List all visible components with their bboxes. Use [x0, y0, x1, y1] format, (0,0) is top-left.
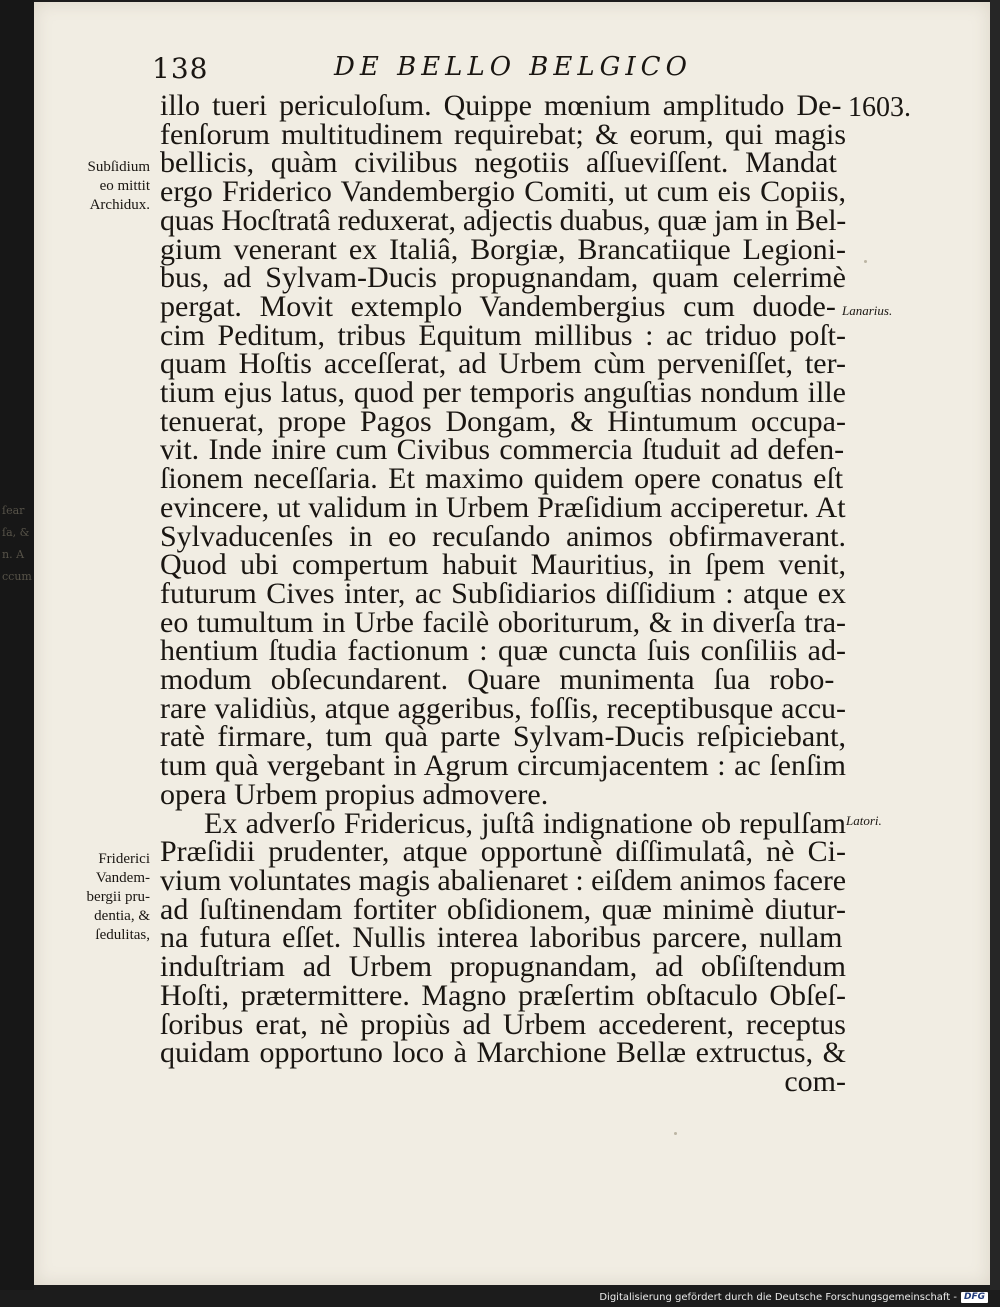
- text-line: bellicis, quàm civilibus negotiis aſſueviſſent. Mandat: [160, 146, 837, 180]
- text-line: quam Hoſtis acceſſerat, ad Urbem cùm perveniſſet, ter-: [160, 347, 846, 381]
- text-line: rare validiùs, atque aggeribus, foſſis, receptibusque accu-: [160, 691, 846, 725]
- text-line: ad ſuſtinendam fortiter obſidionem, quæ minimè diutur-: [160, 892, 846, 926]
- text-line: eo tumultum in Urbe facilè oboriturum, & in diverſa tra-: [160, 605, 846, 639]
- bleed-text: n. A: [2, 548, 25, 561]
- main-text-block: [160, 89, 846, 1098]
- text-line: Præſidii prudenter, atque opportunè diſſimulatâ, nè Ci-: [160, 835, 846, 869]
- text-line: Ex adverſo Fridericus, juſtâ indignatione ob repulſam: [204, 806, 846, 840]
- text-line: ratè firmare, tum quà parte Sylvam-Ducis reſpiciebant,: [160, 720, 846, 754]
- text-line: futurum Cives inter, ac Subſidiarios diſſidium : atque ex: [160, 576, 846, 610]
- text-line: quidam opportuno loco à Marchione Bellæ extructus, &: [160, 1036, 846, 1070]
- digitization-credit: [599, 1290, 988, 1304]
- running-head: [152, 50, 852, 86]
- bleed-text: ſear: [2, 504, 25, 517]
- margin-note-latori: Latori.: [846, 813, 882, 828]
- text-line: Quod ubi compertum habuit Mauritius, in ſpem venit,: [160, 548, 846, 582]
- text-line: quas Hocſtratâ reduxerat, adjectis duabus, quæ jam in Bel-: [160, 203, 846, 237]
- text-line: ergo Friderico Vandembergio Comiti, ut cum eis Copiis,: [160, 175, 846, 209]
- margin-note-subsidium: [46, 158, 150, 215]
- text-line: opera Urbem propius admovere.: [160, 777, 549, 811]
- bleed-text: ſa, &: [2, 526, 30, 539]
- page-number: 138: [152, 52, 209, 85]
- margin-note-line: bergii pru-: [86, 889, 150, 905]
- text-line: Sylvaducenſes in eo recuſando animos obfirmaverant.: [160, 519, 846, 553]
- scan-border: [990, 0, 1000, 1290]
- text-line: ſionem neceſſaria. Et maximo quidem opere conatus eſt: [160, 462, 844, 496]
- margin-note-line: Archidux.: [89, 197, 150, 213]
- text-line: gium venerant ex Italiâ, Borgiæ, Brancatiique Legioni-: [160, 232, 846, 266]
- text-line: vium voluntates magis abalienaret : eiſdem animos facere: [160, 863, 846, 897]
- margin-note-friderici: [46, 850, 150, 945]
- adjacent-page-edge: [0, 0, 34, 1290]
- dfg-logo-icon: DFG: [961, 1292, 988, 1303]
- text-line: evincere, ut validum in Urbem Præſidium acciperetur. At: [160, 490, 846, 524]
- text-line: ſoribus erat, nè propiùs ad Urbem accederent, receptus: [160, 1007, 846, 1041]
- text-line: modum obſecundarent. Quare munimenta ſua robo-: [160, 663, 835, 697]
- credit-text: Digitalisierung gefördert durch die Deutsche Forschungsgemeinschaft -: [599, 1291, 957, 1303]
- margin-note-line: Vandem-: [95, 870, 150, 886]
- text-line: pergat. Movit extemplo Vandembergius cum duode-: [160, 289, 836, 323]
- margin-note-line: Friderici: [98, 851, 150, 867]
- text-line: cim Peditum, tribus Equitum millibus : ac triduo poſt-: [160, 318, 846, 352]
- text-line: Hoſti, prætermittere. Magno præſertim obſtaculo Obſeſ-: [160, 978, 846, 1012]
- text-line: bus, ad Sylvam-Ducis propugnandam, quam celerrimè: [160, 261, 846, 295]
- running-title: DE BELLO BELGICO: [334, 52, 692, 82]
- margin-note-line: eo mittit: [99, 178, 150, 194]
- margin-note-line: ſedulitas,: [95, 927, 150, 943]
- text-line: hentium ſtudia factionum : quæ cuncta ſuis conſiliis ad-: [160, 634, 846, 668]
- text-line: fenſorum multitudinem requirebat; & eorum, qui magis: [160, 117, 846, 151]
- text-line: illo tueri periculoſum. Quippe mœnium amplitudo De-: [160, 89, 842, 122]
- text-line: na futura eſſet. Nullis interea laboribus parcere, nullam: [160, 921, 843, 955]
- margin-note-line: Subſidium: [87, 159, 150, 175]
- text-line: tenuerat, prope Pagos Dongam, & Hintumum occupa-: [160, 404, 846, 438]
- catchword: com-: [784, 1064, 846, 1098]
- text-line: induſtriam ad Urbem propugnandam, ad obſiſtendum: [160, 950, 846, 984]
- paper-speck: [864, 260, 867, 263]
- text-line: vit. Inde inire cum Civibus commercia ſtuduit ad defen-: [160, 433, 845, 467]
- text-line: tium ejus latus, quod per temporis anguſtias nondum ille: [160, 376, 846, 410]
- text-line: tum quà vergebant in Agrum circumjacentem : ac ſenſim: [160, 749, 846, 783]
- margin-note-line: dentia, &: [94, 908, 150, 924]
- margin-note-lanarius: Lanarius.: [842, 303, 893, 318]
- paper-speck: [674, 1132, 677, 1135]
- bleed-text: ccum: [2, 570, 32, 583]
- margin-year: 1603.: [848, 92, 911, 123]
